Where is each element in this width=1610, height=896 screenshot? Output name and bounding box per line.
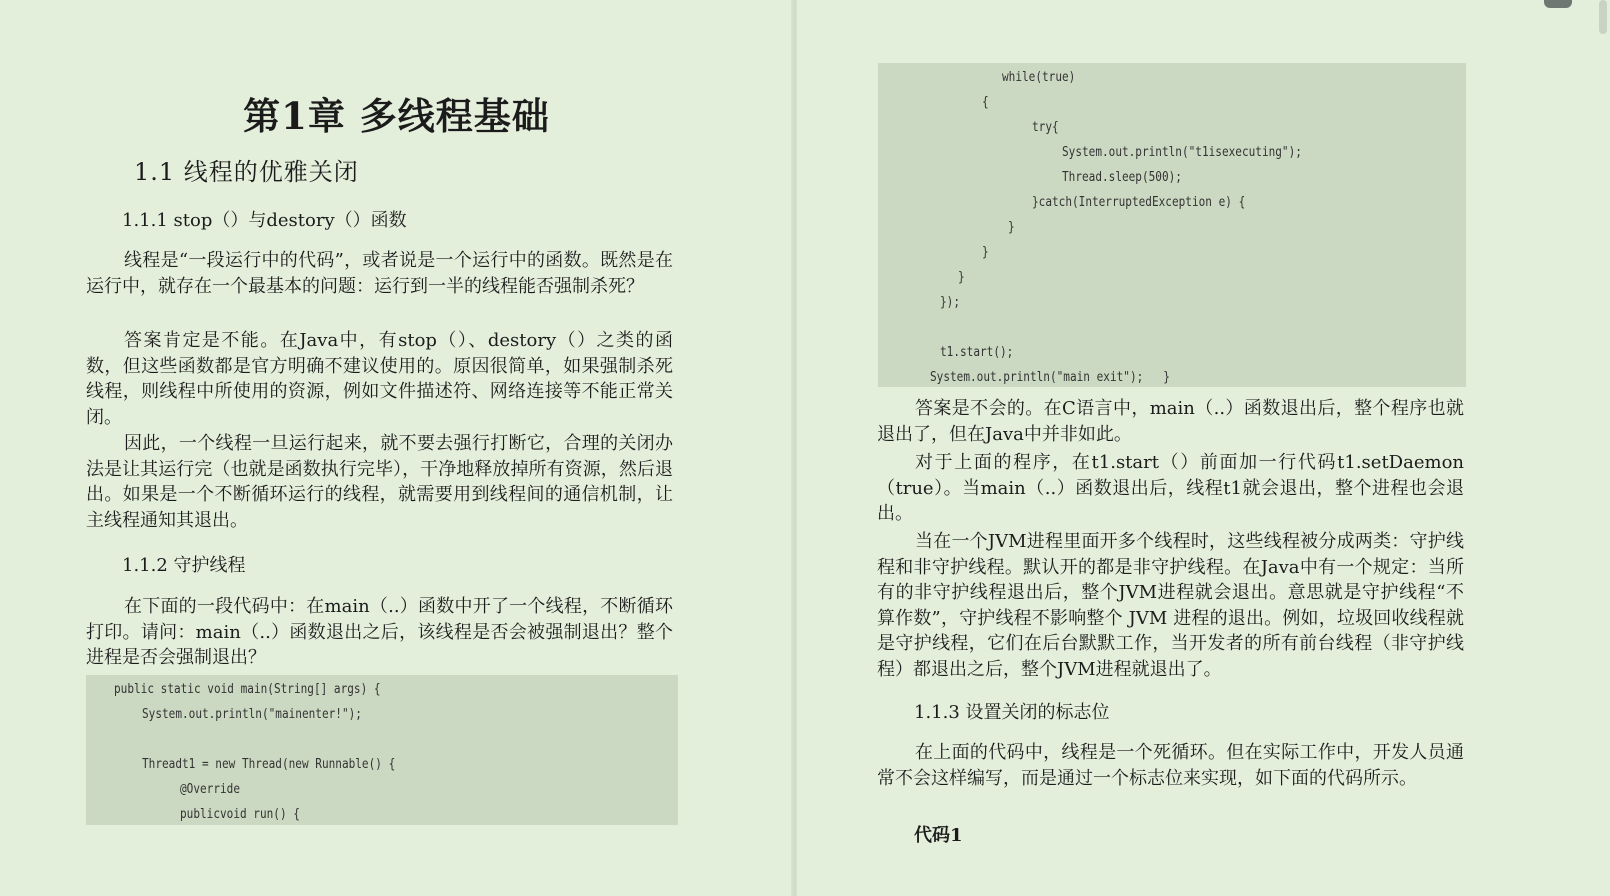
code-line: System.out.println("main exit"); } (930, 369, 1170, 385)
code-line: while(true) (1002, 69, 1076, 85)
code-line: }); (940, 294, 961, 310)
section-heading-1-1-1: 1.1.1 stop（）与destory（）函数 (122, 210, 407, 231)
section-heading-1-1-2: 1.1.2 守护线程 (122, 555, 246, 576)
code-line: Threadt1 = new Thread(new Runnable() { (142, 756, 396, 772)
code-caption: 代码1 (914, 825, 963, 846)
code-line: System.out.println("t1isexecuting"); (1062, 144, 1302, 160)
code-line: } (982, 244, 989, 260)
corner-button[interactable] (1544, 0, 1572, 8)
vertical-scrollbar[interactable] (1596, 0, 1610, 896)
code-block (86, 675, 678, 825)
code-line: } (1008, 219, 1015, 235)
paragraph: 在上面的代码中，线程是一个死循环。但在实际工作中，开发人员通常不会这样编写，而是通过一个标志位来实现，如下面的代码所示。 (877, 742, 1464, 789)
code-line: public static void main(String[] args) { (114, 681, 381, 697)
paragraph: 当在一个JVM进程里面开多个线程时，这些线程被分成两类：守护线程和非守护线程。默认开的都是非守护线程。在Java中有一个规定：当所有的非守护线程退出后，整个JVM进程就会退出。意思就是守护线程“不算作数”，守护线程不影响整个 JVM 进程的退出。例如，垃圾回收线程就是守护线程，它们在后台默默工作，当开发者的所有前台线程（非守护线程）都退出之后，整个JVM进程就退出了。 (877, 531, 1464, 680)
code-block (878, 63, 1466, 387)
code-line: } (958, 269, 965, 285)
code-line: try{ (1032, 119, 1059, 135)
paragraph: 因此，一个线程一旦运行起来，就不要去强行打断它，合理的关闭办法是让其运行完（也就是函数执行完毕），干净地释放掉所有资源，然后退出。如果是一个不断循环运行的线程，就需要用到线程间的通信机制，让主线程通知其退出。 (86, 433, 673, 531)
code-line: { (982, 94, 989, 110)
paragraph: 答案肯定是不能。在Java中，有stop（）、destory（）之类的函数，但这些函数都是官方明确不建议使用的。原因很简单，如果强制杀死线程，则线程中所使用的资源，例如文件描述符、网络连接等不能正常关闭。 (86, 330, 673, 428)
paragraph: 对于上面的程序，在t1.start（）前面加一行代码t1.setDaemon（true）。当main（..）函数退出后，线程t1就会退出，整个进程也会退出。 (877, 452, 1464, 524)
chapter-title: 第1章 多线程基础 (243, 94, 550, 138)
paragraph: 在下面的一段代码中：在main（..）函数中开了一个线程，不断循环打印。请问：main（..）函数退出之后，该线程是否会被强制退出？整个进程是否会强制退出？ (86, 596, 673, 668)
left-page (0, 0, 793, 896)
section-heading-1-1: 1.1 线程的优雅关闭 (134, 158, 359, 186)
code-line: t1.start(); (940, 344, 1014, 360)
paragraph: 线程是“一段运行中的代码”，或者说是一个运行中的函数。既然是在运行中，就存在一个最基本的问题：运行到一半的线程能否强制杀死？ (86, 250, 673, 297)
code-line: @Override (180, 781, 240, 797)
code-line: }catch(InterruptedException e) { (1032, 194, 1246, 210)
right-page (797, 0, 1610, 896)
paragraph: 答案是不会的。在C语言中，main（..）函数退出后，整个程序也就退出了，但在Java中并非如此。 (877, 398, 1464, 445)
code-line: Thread.sleep(500); (1062, 169, 1182, 185)
scrollbar-thumb[interactable] (1599, 0, 1607, 34)
code-line: System.out.println("mainenter!"); (142, 706, 362, 722)
section-heading-1-1-3: 1.1.3 设置关闭的标志位 (914, 702, 1110, 723)
code-line: publicvoid run() { (180, 806, 300, 822)
